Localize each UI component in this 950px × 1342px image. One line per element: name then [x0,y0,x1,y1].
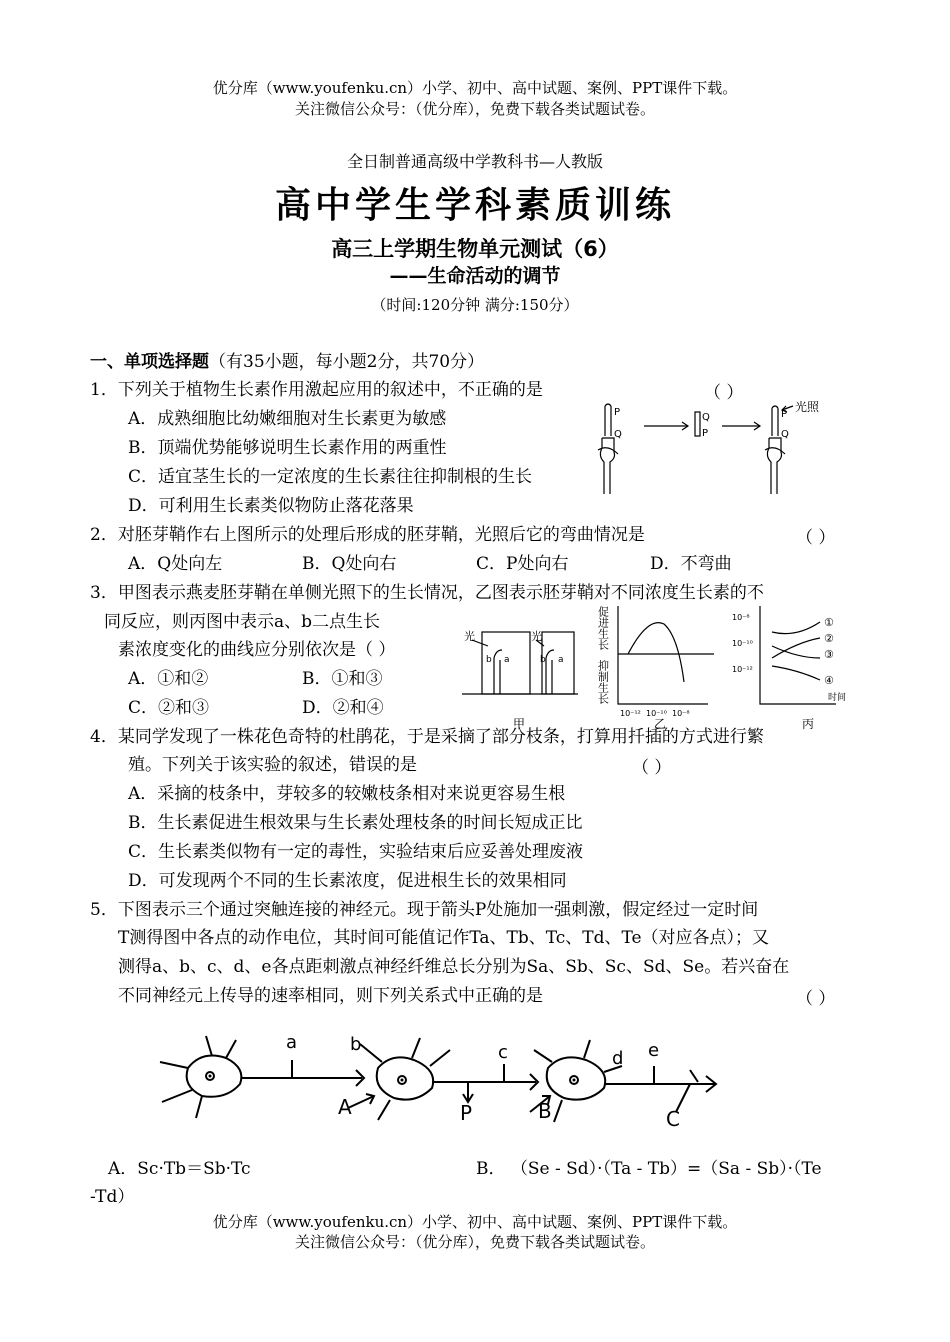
time-info: （时间:120分钟 满分:150分） [371,296,579,314]
q4-option-b: B．生长素促进生根效果与生长素处理枝条的时间长短成正比 [128,813,583,833]
series-title: 全日制普通高级中学教科书—人教版 [346,152,603,171]
q5-neuron-figure [150,1028,730,1132]
q1-answer-paren: （ ） [704,383,744,403]
jia-coleoptile-1 [494,650,502,694]
q3-option-b: B．①和③ [302,669,383,689]
bing-tick-1: 10⁻⁸ [732,613,750,622]
bing-caption: 丙 [802,717,815,730]
bing-tick-3: 10⁻¹² [732,665,753,674]
q4-stem-line1: 4．某同学发现了一株花色奇特的杜鹃花，于是采摘了部分枝条，打算用扦插的方式进行繁 [90,727,764,747]
q3-option-c: C．②和③ [128,698,210,718]
q1-label-light: 光照 [795,400,820,414]
left-coleoptile-tip [605,406,611,436]
q4-option-a: A．采摘的枝条中，芽较多的较嫩枝条相对来说更容易生根 [128,784,566,804]
q1-option-a: A．成熟细胞比幼嫩细胞对生长素更为敏感 [128,409,447,429]
neuron-3-body [547,1057,605,1099]
q5-label-B: B [538,1099,552,1123]
jia-label-b1: b [486,655,492,665]
section-heading-bold: 一、单项选择题 [90,352,209,372]
footer-line1: 优分库（www.youfenku.cn）小学、初中、高中试题、案例、PPT课件下载。 [212,1213,738,1231]
q5-option-a: A．Sc·Tb＝Sb·Tc [108,1159,251,1179]
q1-label-p-mid: P [702,428,709,439]
q5-option-b: B． （Se - Sd）·（Ta - Tb）=（Sa - Sb）·（Te [476,1159,822,1179]
q5-label-C: C [666,1107,680,1131]
q1-label-p-left: P [614,407,621,418]
q2-option-c: C．P处向右 [476,554,569,574]
q3-stem-line1: 3．甲图表示燕麦胚芽鞘在单侧光照下的生长情况，乙图表示胚芽鞘对不同浓度生长素的不 [90,583,764,603]
q1-option-b: B．顶端优势能够说明生长素作用的两重性 [128,438,447,458]
bing-curve-1 [772,622,820,634]
q3-stem-line2: 同反应，则丙图中表示a、b二点生长 [104,612,381,632]
bing-time-label: 时间 [828,693,847,703]
yi-tick-3: 10⁻⁸ [672,709,690,718]
section-heading-note: （有35小题，每小题2分，共70分） [209,352,485,372]
q2-option-b: B．Q处向右 [302,554,397,574]
q1-option-d: D．可利用生长素类似物防止落花落果 [128,496,414,516]
bing-tick-2: 10⁻¹⁰ [732,639,753,648]
q2-option-d: D．不弯曲 [650,554,732,574]
q5-option-b-continued: -Td） [90,1187,135,1207]
q3-figures [458,596,858,730]
q5-label-P: P [460,1101,473,1125]
q4-answer-paren: （ ） [632,758,672,778]
q5-label-c: c [498,1042,508,1063]
q5-label-d: d [612,1048,624,1069]
header-line1: 优分库（www.youfenku.cn）小学、初中、高中试题、案例、PPT课件下载。 [212,79,738,97]
bing-curve-label-1: ① [824,616,834,629]
yi-curve [628,623,684,682]
q2-option-a: A．Q处向左 [128,554,223,574]
subtitle: 高三上学期生物单元测试（6） [331,237,619,261]
q5-stem-line4: 不同神经元上传导的速率相同，则下列关系式中正确的是 [118,986,543,1006]
q1-label-q-left: Q [614,429,622,440]
q3-option-d: D．②和④ [302,698,384,718]
jia-light-label-1: 光 [464,630,475,643]
q2-stem: 2．对胚芽鞘作右上图所示的处理后形成的胚芽鞘，光照后它的弯曲情况是 [90,525,645,545]
q1-label-q-right: Q [781,429,789,440]
q1-label-q-mid: Q [702,412,710,423]
yi-promote-label: 促进生长 [596,606,610,650]
section-heading [90,350,484,374]
main-title: 高中学生学科素质训练 [274,185,675,226]
q5-label-e: e [648,1040,660,1061]
bing-curve-label-2: ② [824,632,834,645]
q4-option-c: C．生长素类似物有一定的毒性，实验结束后应妥善处理废液 [128,842,584,862]
q4-stem-line2: 殖。下列关于该实验的叙述，错误的是 [128,755,417,775]
footer-line2: 关注微信公众号：（优分库），免费下载各类试题试卷。 [294,1233,655,1251]
neuron-1-dendrites [160,1036,236,1118]
q3-option-a: A．①和② [128,669,209,689]
q1-coleoptile-figure [588,398,860,498]
q1-option-c: C．适宜茎生长的一定浓度的生长素往往抑制根的生长 [128,467,533,487]
jia-label-a1: a [504,655,510,665]
yi-caption: 乙 [654,717,667,730]
q5-stem-line1: 5．下图表示三个通过突触连接的神经元。现于箭头P处施加一强刺激，假定经过一定时间 [90,900,759,920]
jia-label-a2: a [558,655,564,665]
q4-option-d: D．可发现两个不同的生长素浓度，促进根生长的效果相同 [128,871,567,891]
yi-tick-2: 10⁻¹⁰ [646,709,667,718]
q5-answer-paren: （ ） [796,989,836,1009]
q5-label-A: A [338,1095,352,1119]
jia-coleoptile-2 [546,650,554,694]
jia-label-b2: b [540,655,546,665]
q5-stem-line2: T测得图中各点的动作电位，其时间可能值记作Ta、Tb、Tc、Td、Te（对应各点）；又 [118,928,770,948]
q5-label-a: a [286,1032,298,1053]
q1-label-p-right: P [781,409,788,420]
q3-stem-line3: 素浓度变化的曲线应分别依次是（ ） [118,640,396,660]
yi-inhibit-label: 抑制生长 [596,660,610,704]
bing-curve-label-3: ③ [824,648,834,661]
q1-stem: 1．下列关于植物生长素作用激起应用的叙述中，不正确的是 [90,380,543,400]
q5-stem-line3: 测得a、b、c、d、e各点距刺激点神经纤维总长分别为Sa、Sb、Sc、Sd、Se。若兴奋在 [118,957,790,977]
yi-axes [618,606,708,704]
topic: ——生命活动的调节 [389,265,561,287]
q2-answer-paren: （ ） [796,528,836,548]
jia-caption: 甲 [513,717,526,730]
inverted-segment [695,412,700,436]
left-coleoptile-base [600,438,614,494]
header-line2: 关注微信公众号：（优分库），免费下载各类试题试卷。 [294,100,655,118]
yi-tick-1: 10⁻¹² [620,709,641,718]
bing-curve-label-4: ④ [824,674,834,687]
q5-label-b: b [350,1034,362,1055]
jia-light-label-2: 光 [531,630,542,643]
